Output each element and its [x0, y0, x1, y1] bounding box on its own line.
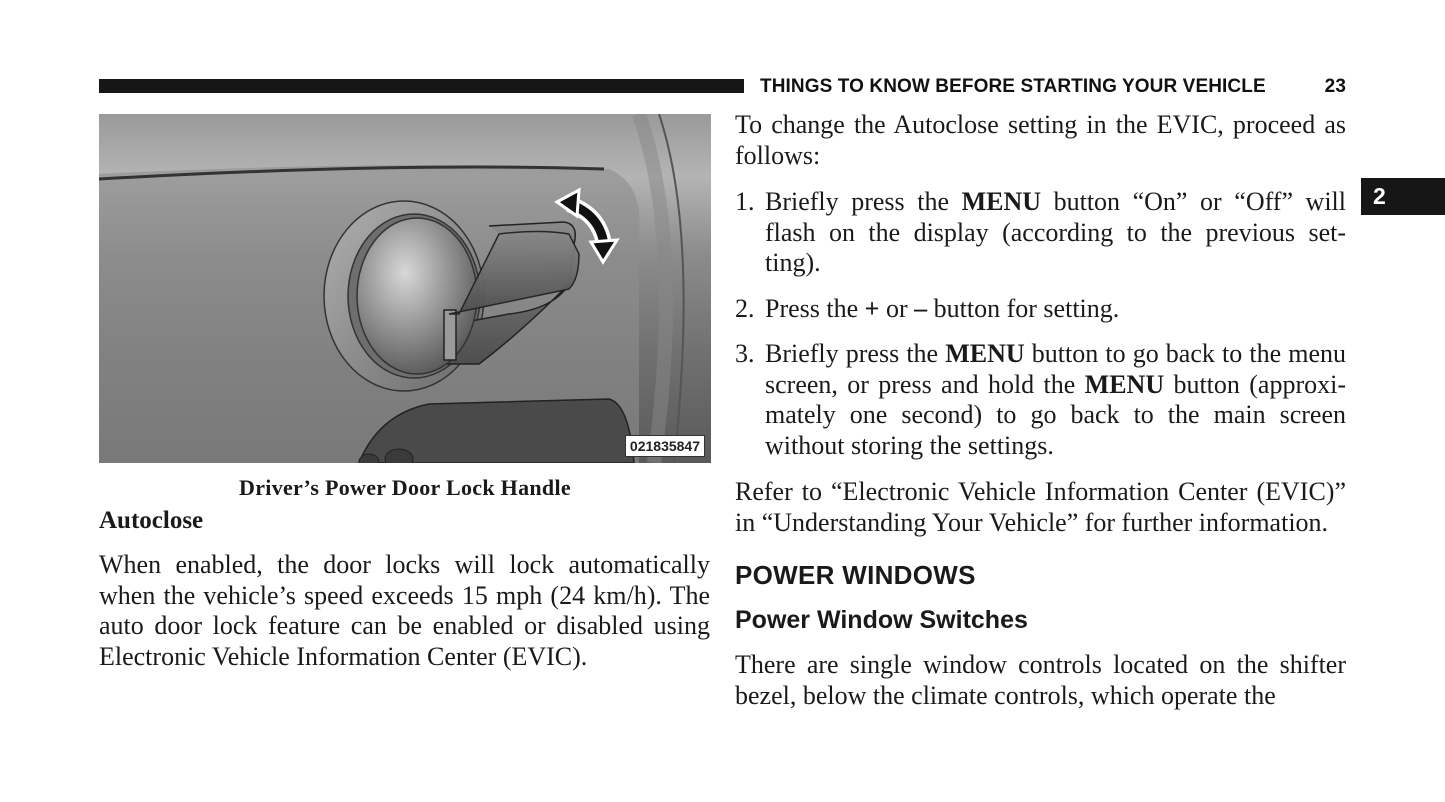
door-lock-handle-figure [99, 114, 711, 463]
door-panel-illustration [99, 114, 711, 463]
figure-id-label: 021835847 [625, 435, 705, 457]
step-text: Briefly press the MENU button “On” or “Off” will flash on the display (according to the previous set-ting). [765, 187, 1346, 278]
autoclose-heading: Autoclose [99, 507, 204, 534]
refer-paragraph: Refer to “Electronic Vehicle Information Center (EVIC)” in “Understanding Your Vehicle” for further information. [735, 477, 1346, 537]
step-number: 3. [735, 339, 755, 368]
plus-button-label: + [864, 294, 880, 323]
menu-button-label: MENU [961, 187, 1042, 216]
menu-button-label: MENU [945, 339, 1025, 368]
minus-button-label: – [914, 294, 928, 323]
running-title: THINGS TO KNOW BEFORE STARTING YOUR VEHICLE [760, 76, 1266, 97]
step-number: 2. [735, 294, 755, 323]
step-2 [735, 294, 1346, 325]
power-windows-heading: POWER WINDOWS [735, 560, 976, 590]
header-rule [99, 79, 744, 93]
menu-button-label: MENU [1084, 369, 1165, 399]
step-1 [735, 187, 1346, 279]
evic-intro-paragraph: To change the Autoclose setting in the EVIC, proceed as follows: [735, 110, 1346, 170]
autoclose-paragraph: When enabled, the door locks will lock automatically when the vehicle’s speed exceeds 15 mph (24 km/h). The auto door lock feature can be enabled or disabled using Electronic Vehicle Information Center (EVIC). [99, 550, 710, 671]
chapter-tab: 2 [1361, 178, 1445, 215]
step-3 [735, 339, 1346, 461]
page-number: 23 [1324, 76, 1346, 97]
window-controls-paragraph: There are single window controls located on the shifter bezel, below the climate controls, which operate the [735, 650, 1346, 710]
step-text: Press the + or – button for setting. [765, 294, 1120, 323]
running-header [760, 75, 1346, 99]
figure-caption: Driver’s Power Door Lock Handle [239, 475, 571, 500]
power-window-switches-heading: Power Window Switches [735, 606, 1028, 634]
step-text: Briefly press the MENU button to go back to the menu screen, or press and hold the MENU button (approxi-mately one second) to go back to the main screen without storing the settings. [765, 339, 1347, 460]
step-number: 1. [735, 187, 755, 216]
